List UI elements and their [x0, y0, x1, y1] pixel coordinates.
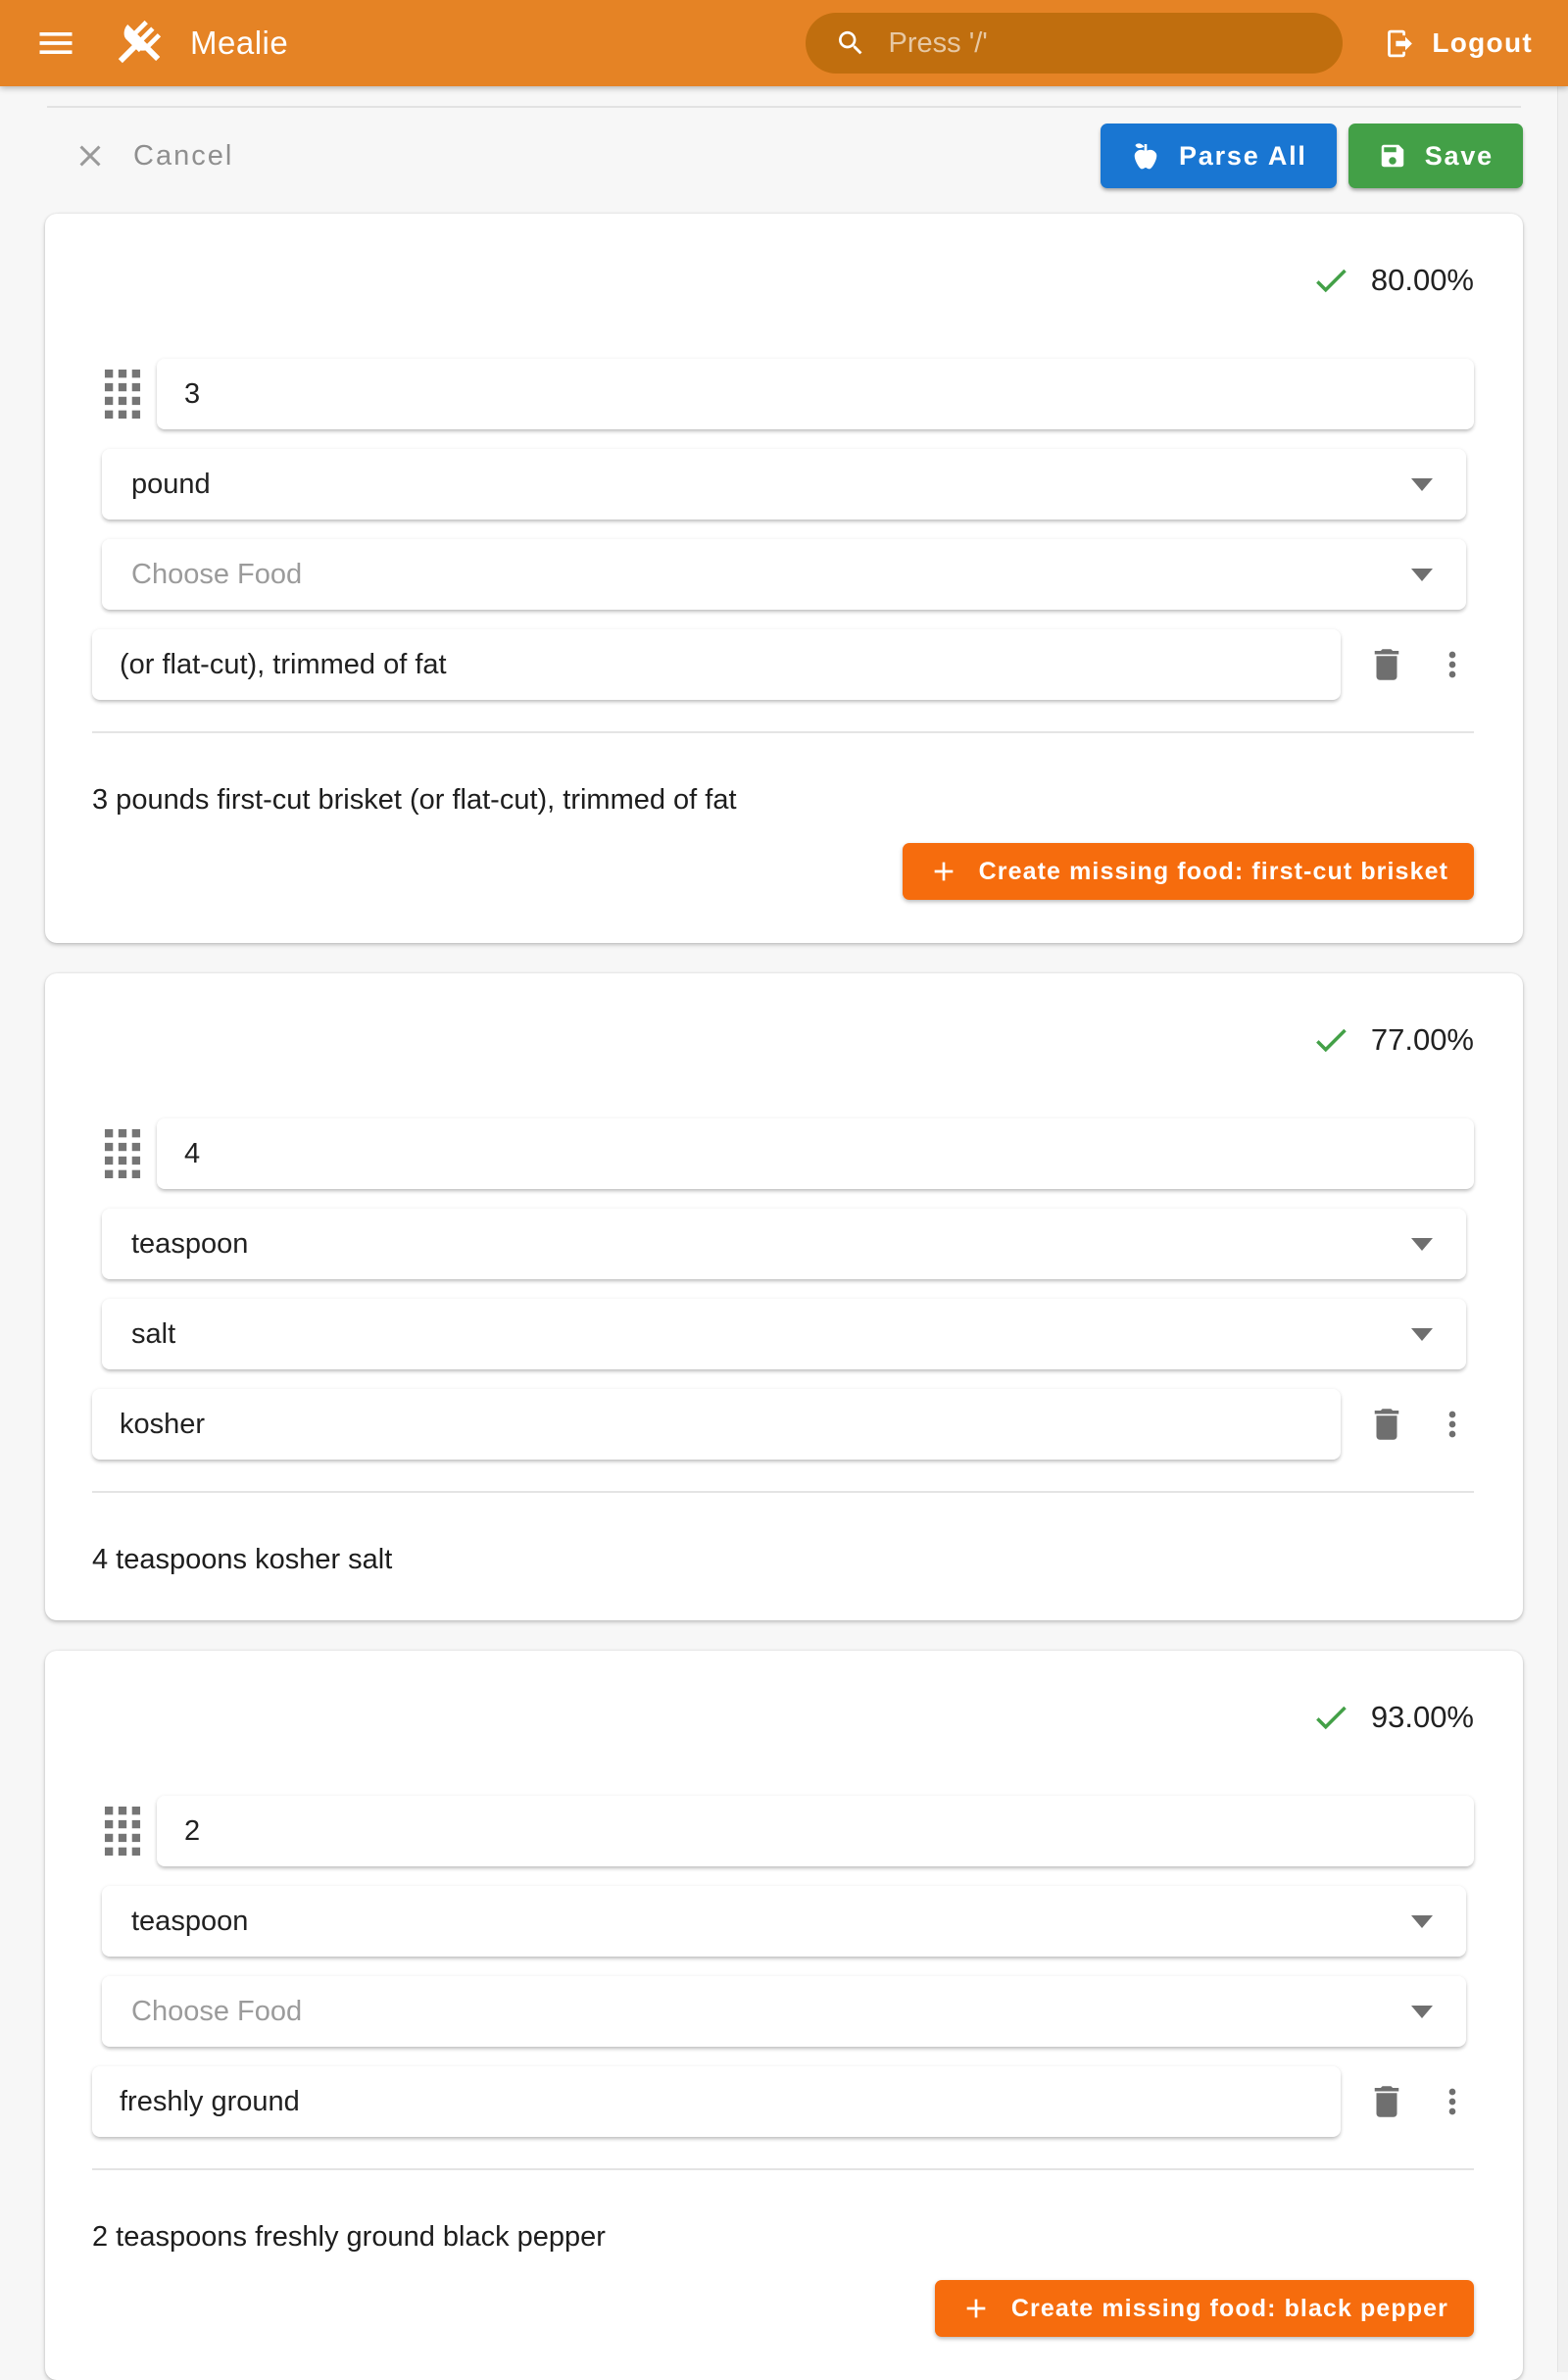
logout-icon: [1384, 27, 1416, 60]
menu-button[interactable]: [33, 21, 78, 66]
drag-handle[interactable]: [104, 369, 143, 420]
note-input[interactable]: [92, 1389, 1341, 1460]
original-text: 4 teaspoons kosher salt: [92, 1544, 393, 1575]
card-divider: [92, 2168, 1474, 2170]
quantity-input[interactable]: [157, 1796, 1474, 1866]
cancel-button[interactable]: [73, 138, 233, 174]
parse-all-button[interactable]: [1101, 124, 1337, 188]
unit-select[interactable]: [102, 449, 1466, 520]
scrollbar-track[interactable]: [1557, 86, 1568, 2372]
confidence-value: 93.00%: [1370, 1700, 1474, 1734]
card-divider: [92, 1491, 1474, 1493]
drag-handle-icon: [104, 370, 141, 419]
close-icon: [73, 138, 108, 174]
create-missing-food-label: Create missing food: black pepper: [1010, 2294, 1448, 2322]
food-select[interactable]: [102, 1299, 1466, 1369]
card-divider: [92, 731, 1474, 733]
original-text: 3 pounds first-cut brisket (or flat-cut), trimmed of fat: [92, 784, 737, 816]
hamburger-icon: [34, 22, 77, 65]
create-missing-food-button[interactable]: [903, 843, 1474, 900]
kebab-menu-icon: [1433, 2082, 1472, 2121]
delete-ingredient-button[interactable]: [1366, 2081, 1407, 2122]
quantity-input[interactable]: [157, 359, 1474, 429]
trash-icon: [1366, 2081, 1407, 2122]
ingredient-card: [45, 1651, 1523, 2380]
confidence-value: 77.00%: [1370, 1022, 1474, 1057]
create-missing-food-button[interactable]: [935, 2280, 1474, 2337]
chevron-down-icon: [1411, 1238, 1433, 1251]
original-text: 2 teaspoons freshly ground black pepper: [92, 2221, 606, 2253]
trash-icon: [1366, 1404, 1407, 1445]
app-logo-silverware-icon: [106, 11, 171, 75]
search-bar[interactable]: [806, 13, 1343, 74]
plus-icon: [928, 856, 959, 887]
unit-value: pound: [131, 468, 211, 500]
ingredient-card: [45, 214, 1523, 943]
create-missing-food-label: Create missing food: first-cut brisket: [978, 857, 1448, 885]
chevron-down-icon: [1411, 2006, 1433, 2018]
chevron-down-icon: [1411, 569, 1433, 581]
unit-select[interactable]: [102, 1886, 1466, 1957]
save-button[interactable]: [1348, 124, 1523, 188]
more-options-button[interactable]: [1433, 2082, 1472, 2121]
drag-handle-icon: [104, 1807, 141, 1856]
floppy-save-icon: [1378, 141, 1407, 171]
check-icon: [1310, 1697, 1351, 1738]
editor-toolbar: [0, 108, 1568, 214]
quantity-input[interactable]: [157, 1118, 1474, 1189]
drag-handle-icon: [104, 1129, 141, 1178]
ingredient-card: [45, 973, 1523, 1620]
search-icon: [835, 25, 866, 61]
confidence-badge: [92, 261, 1474, 300]
plus-icon: [960, 2293, 992, 2324]
drag-handle[interactable]: [104, 1806, 143, 1857]
confidence-value: 80.00%: [1370, 263, 1474, 297]
food-select[interactable]: [102, 1976, 1466, 2047]
app-title: Mealie: [190, 25, 289, 61]
trash-icon: [1366, 644, 1407, 685]
note-input[interactable]: [92, 2066, 1341, 2137]
food-placeholder: Choose Food: [131, 558, 303, 590]
search-input[interactable]: [887, 26, 1320, 61]
kebab-menu-icon: [1433, 645, 1472, 684]
logout-button[interactable]: [1384, 27, 1533, 60]
drag-handle[interactable]: [104, 1128, 143, 1179]
unit-select[interactable]: [102, 1209, 1466, 1279]
app-header: [0, 0, 1568, 86]
chevron-down-icon: [1411, 1915, 1433, 1928]
unit-value: teaspoon: [131, 1905, 249, 1937]
food-value: salt: [131, 1317, 176, 1350]
more-options-button[interactable]: [1433, 1405, 1472, 1444]
confidence-badge: [92, 1020, 1474, 1060]
delete-ingredient-button[interactable]: [1366, 644, 1407, 685]
unit-value: teaspoon: [131, 1227, 249, 1260]
apple-icon: [1130, 140, 1161, 172]
check-icon: [1310, 1019, 1351, 1061]
chevron-down-icon: [1411, 1328, 1433, 1341]
check-icon: [1310, 260, 1351, 301]
food-select[interactable]: [102, 539, 1466, 610]
chevron-down-icon: [1411, 478, 1433, 491]
more-options-button[interactable]: [1433, 645, 1472, 684]
logout-label: Logout: [1432, 27, 1533, 58]
note-input[interactable]: [92, 629, 1341, 700]
food-placeholder: Choose Food: [131, 1995, 303, 2027]
kebab-menu-icon: [1433, 1405, 1472, 1444]
save-label: Save: [1424, 140, 1494, 171]
parse-all-label: Parse All: [1178, 140, 1307, 171]
confidence-badge: [92, 1698, 1474, 1737]
delete-ingredient-button[interactable]: [1366, 1404, 1407, 1445]
cancel-label: Cancel: [133, 139, 234, 172]
